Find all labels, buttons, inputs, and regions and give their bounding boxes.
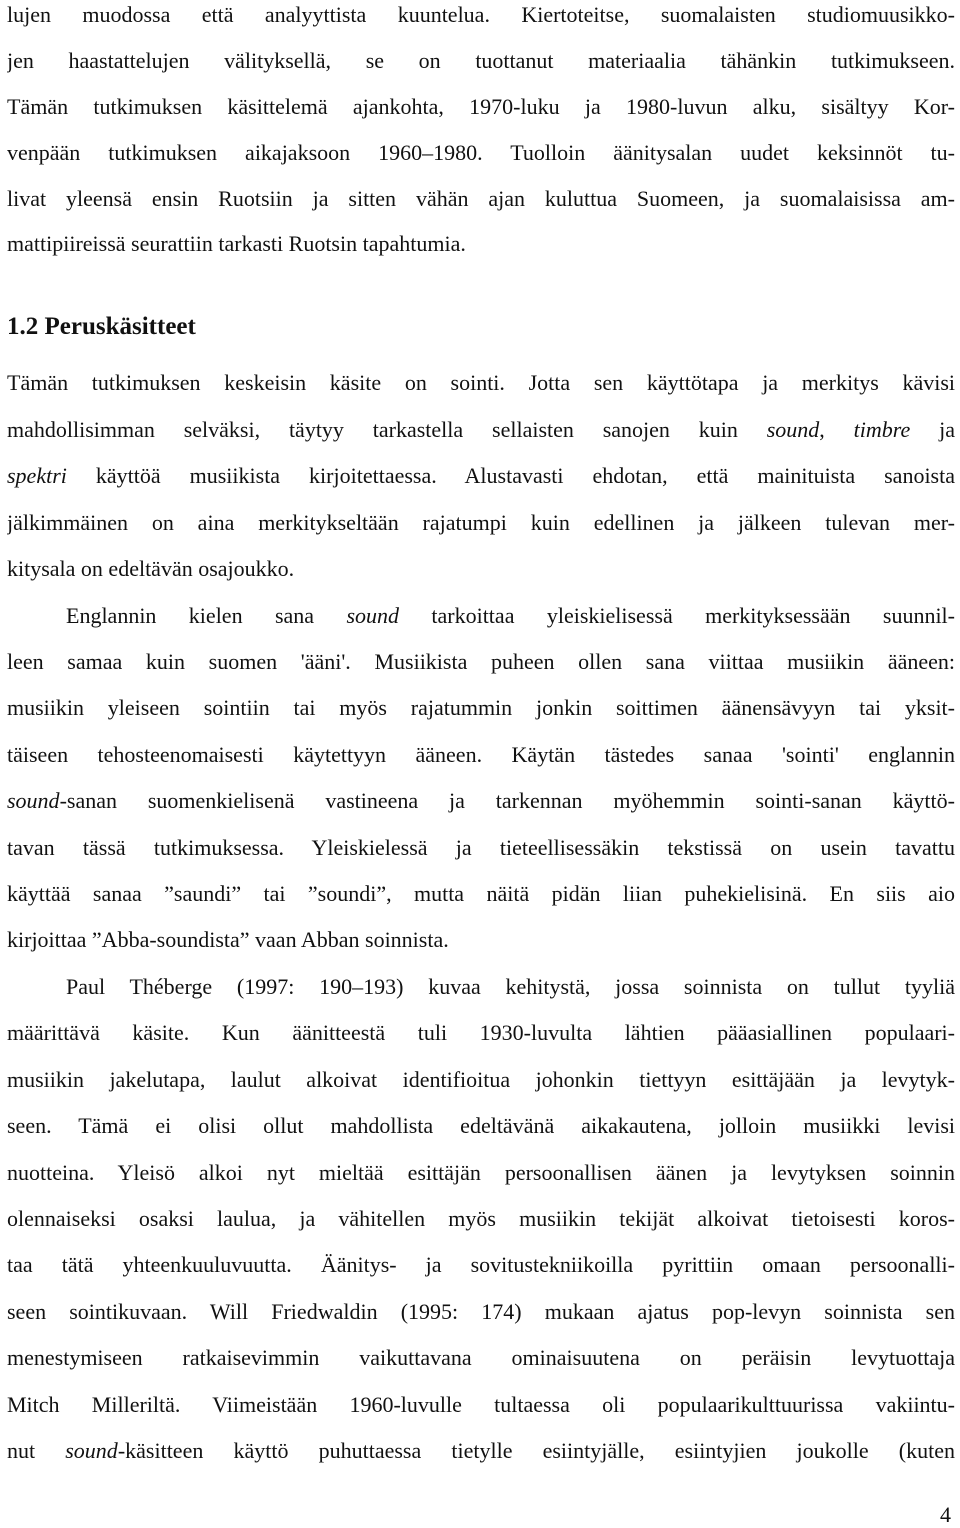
italic-term: sound <box>65 1438 118 1463</box>
paragraph-line: käyttää sanaa ”saundi” tai ”soundi”, mutta näitä pidän liian puhekielisinä. En siis aio <box>7 881 955 906</box>
text-run: -sanan suomenkielisenä vastineena ja tarkennan myöhemmin sointi-sanan käyttö- <box>59 788 955 813</box>
paragraph-line: taa tätä yhteenkuuluvuutta. Äänitys- ja sovitustekniikoilla pyrittiin omaan persoonalli- <box>7 1252 955 1277</box>
paragraph-line: tavan tässä tutkimuksessa. Yleiskielessä ja tieteellisessäkin tekstissä on usein tavattu <box>7 835 955 860</box>
paragraph-line: jälkimmäinen on aina merkitykseltään rajatumpi kuin edellinen ja jälkeen tulevan mer- <box>7 510 955 535</box>
text-run: mahdollisimman selväksi, täytyy tarkastella sellaisten sanojen kuin <box>7 417 767 442</box>
italic-term: sound <box>7 788 60 813</box>
paragraph-line: seen. Tämä ei olisi ollut mahdollista edeltävänä aikakautena, jolloin musiikki levisi <box>7 1113 955 1138</box>
paragraph-line: mattipiireissä seurattiin tarkasti Ruotsin tapahtumia. <box>7 231 466 256</box>
text-run: ja <box>910 417 955 442</box>
text-run: -käsitteen käyttö puhuttaessa tietylle esiintyjälle, esiintyjien joukolle (kuten <box>117 1438 955 1463</box>
page-number: 4 <box>940 1502 951 1527</box>
paragraph-line: Tämän tutkimuksen käsittelemä ajankohta, 1970-luku ja 1980-luvun alku, sisältyy Kor- <box>7 94 955 119</box>
paragraph-line <box>7 786 955 816</box>
paragraph-line: leen samaa kuin suomen 'ääni'. Musiikista puheen ollen sana viittaa musiikin ääneen: <box>7 649 955 674</box>
paragraph-line: Tämän tutkimuksen keskeisin käsite on sointi. Jotta sen käyttötapa ja merkitys kävisi <box>7 370 955 395</box>
italic-term: spektri <box>7 463 67 488</box>
paragraph-line: livat yleensä ensin Ruotsiin ja sitten vähän ajan kuluttua Suomeen, ja suomalaisissa am- <box>7 186 955 211</box>
text-run: tarkoittaa yleiskielisessä merkityksessään suunnil- <box>399 603 955 628</box>
paragraph-line: täiseen tehosteenomaisesti käytettyyn ääneen. Käytän tästedes sanaa 'sointi' englannin <box>7 742 955 767</box>
paragraph-line: musiikin jakelutapa, laulut alkoivat identifioitua johonkin tiettyyn esittäjään ja levytyk- <box>7 1067 955 1092</box>
text-run: , <box>819 417 854 442</box>
paragraph-line: olennaiseksi osaksi laulua, ja vähitellen myös musiikin tekijät alkoivat tietoisesti koros- <box>7 1206 955 1231</box>
paragraph-line: venpään tutkimuksen aikajaksoon 1960–1980. Tuolloin äänitysalan uudet keksinnöt tu- <box>7 140 955 165</box>
paragraph-line: seen sointikuvaan. Will Friedwaldin (1995: 174) mukaan ajatus pop-levyn soinnista sen <box>7 1299 955 1324</box>
paragraph-line: kitysala on edeltävän osajoukko. <box>7 556 295 581</box>
text-run: käyttöä musiikista kirjoitettaessa. Alustavasti ehdotan, että mainituista sanoista <box>66 463 955 488</box>
italic-term: timbre <box>853 417 911 442</box>
paragraph-line: Paul Théberge (1997: 190–193) kuvaa kehitystä, jossa soinnista on tullut tyyliä <box>66 974 955 999</box>
paragraph-line <box>7 415 955 445</box>
paragraph-line: nuotteina. Yleisö alkoi nyt mieltää esittäjän persoonallisen äänen ja levytyksen soinnin <box>7 1160 955 1185</box>
italic-term: sound <box>766 417 820 442</box>
paragraph-line: jen haastattelujen välityksellä, se on tuottanut materiaalia tähänkin tutkimukseen. <box>7 48 955 73</box>
text-run: nut <box>7 1438 66 1463</box>
paragraph-line: kirjoittaa ”Abba-soundista” vaan Abban soinnista. <box>7 927 449 952</box>
paragraph-line: menestymiseen ratkaisevimmin vaikuttavana ominaisuutena on peräisin levytuottaja <box>7 1345 955 1370</box>
paragraph-line <box>7 461 955 491</box>
italic-term: sound <box>346 603 399 628</box>
paragraph-line: määrittävä käsite. Kun äänitteestä tuli 1930-luvulta lähtien pääasiallinen populaari- <box>7 1020 955 1045</box>
paragraph-line: musiikin yleiseen sointiin tai myös rajatummin jonkin soittimen äänensävyyn tai yksit- <box>7 695 955 720</box>
paragraph-line <box>7 1436 955 1466</box>
paragraph-line: Mitch Milleriltä. Viimeistään 1960-luvulle tultaessa oli populaarikulttuurissa vakiintu- <box>7 1392 955 1417</box>
paragraph-line <box>66 601 955 631</box>
text-run: Englannin kielen sana <box>66 603 347 628</box>
section-heading: 1.2 Peruskäsitteet <box>7 313 196 340</box>
paragraph-line: lujen muodossa että analyyttista kuuntelua. Kiertoteitse, suomalaisten studiomuusikko- <box>7 2 955 27</box>
